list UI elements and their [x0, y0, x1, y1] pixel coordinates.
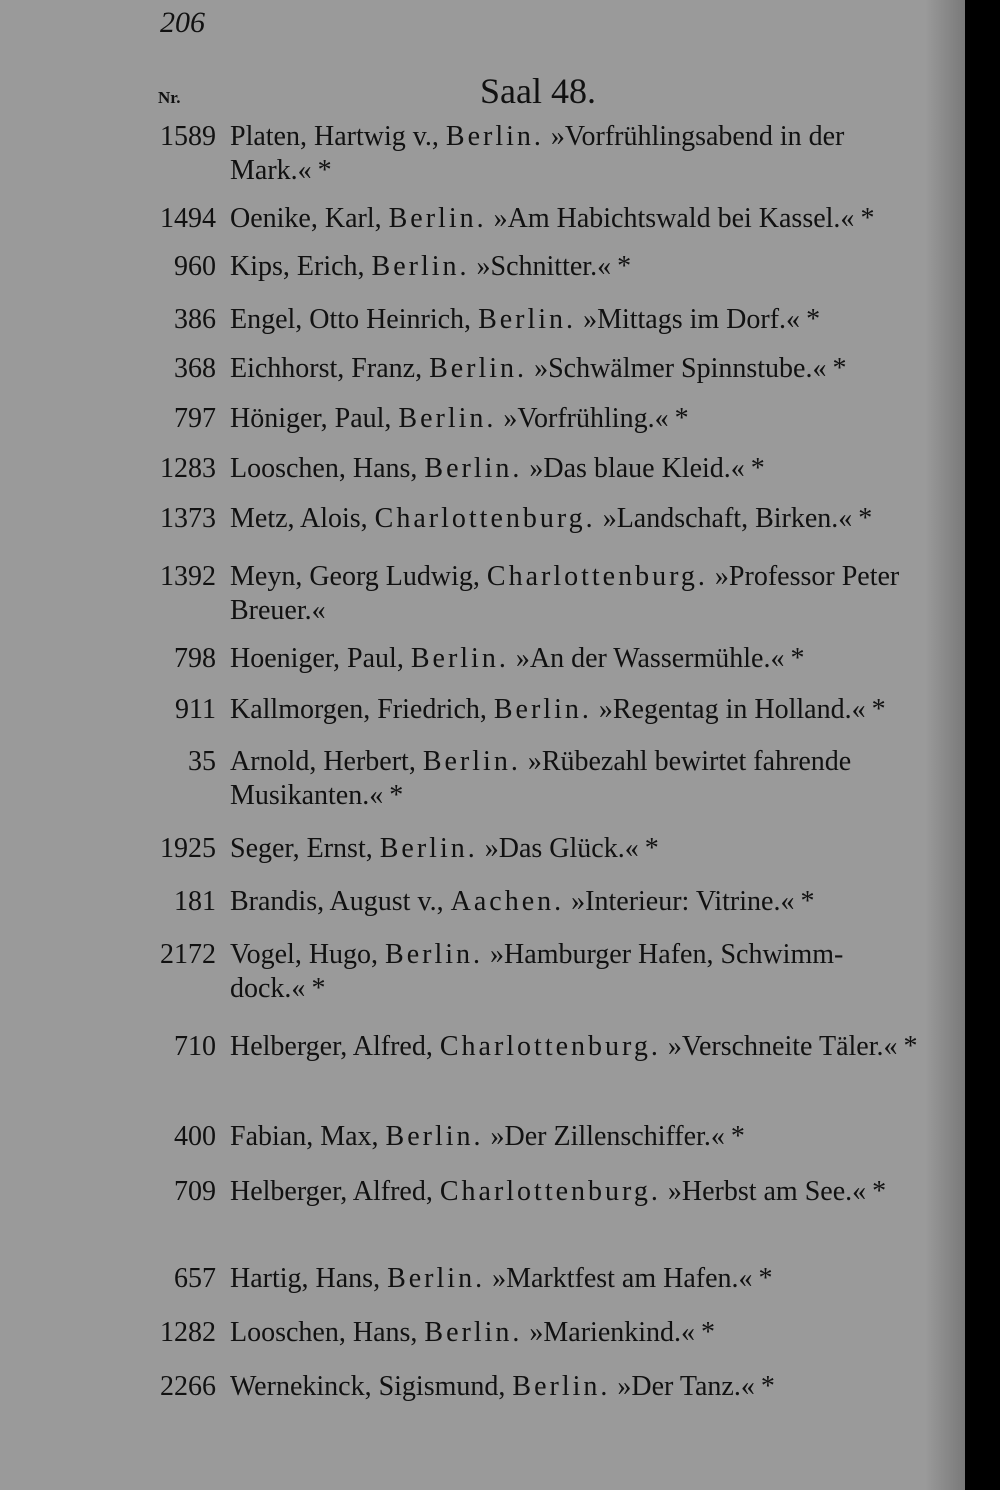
- asterisk-mark: *: [800, 886, 815, 917]
- artwork-title: »Hamburger Hafen, Schwimm-dock.«: [230, 939, 844, 1004]
- artwork-title: »Interieur: Vitrine.«: [571, 886, 795, 917]
- artist-city: Berlin.: [478, 304, 577, 335]
- asterisk-mark: *: [701, 1317, 716, 1348]
- artist-city: Charlottenburg.: [439, 1031, 661, 1062]
- artist-name: Höniger, Paul,: [230, 403, 392, 434]
- entry-number: 386: [174, 304, 216, 335]
- page-number: 206: [160, 6, 205, 39]
- artwork-title: »Marktfest am Hafen.«: [492, 1263, 753, 1294]
- artwork-title: »Der Tanz.«: [617, 1371, 755, 1402]
- artist-name: Arnold, Herbert,: [230, 746, 416, 777]
- entry-number: 798: [174, 643, 216, 674]
- asterisk-mark: *: [832, 353, 847, 384]
- artist-city: Berlin.: [422, 746, 521, 777]
- asterisk-mark: *: [317, 155, 332, 186]
- artist-name: Hoeniger, Paul,: [230, 643, 404, 674]
- entry-text: [230, 120, 920, 188]
- entry-text: [230, 352, 920, 386]
- entry-text: [230, 1030, 920, 1064]
- entry-text: [230, 642, 920, 676]
- entry-number: 1282: [160, 1317, 216, 1348]
- entry-text: [230, 832, 920, 866]
- asterisk-mark: *: [903, 1031, 918, 1062]
- artist-name: Metz, Alois,: [230, 503, 368, 534]
- entry-number: 1392: [160, 561, 216, 592]
- artwork-title: »Am Habichtswald bei Kassel.«: [493, 203, 855, 234]
- entry-text: [230, 402, 920, 436]
- entry-text: [230, 938, 920, 1006]
- entry-number: 657: [174, 1263, 216, 1294]
- entry-text: [230, 452, 920, 486]
- entry-text: [230, 1120, 920, 1154]
- asterisk-mark: *: [858, 503, 873, 534]
- artist-name: Brandis, August v.,: [230, 886, 444, 917]
- entry-text: [230, 202, 920, 236]
- asterisk-mark: *: [806, 304, 821, 335]
- entry-text: [230, 1262, 920, 1296]
- artwork-title: »Das blaue Kleid.«: [529, 453, 745, 484]
- artist-name: Helberger, Alfred,: [230, 1176, 433, 1207]
- entry-text: [230, 250, 920, 284]
- hall-title: Saal 48.: [480, 71, 596, 111]
- artist-name: Vogel, Hugo,: [230, 939, 379, 970]
- artwork-title: »Marienkind.«: [529, 1317, 696, 1348]
- asterisk-mark: *: [311, 973, 326, 1004]
- artist-city: Berlin.: [371, 251, 470, 282]
- entry-text: [230, 745, 920, 813]
- asterisk-mark: *: [644, 833, 659, 864]
- entry-text: [230, 1316, 920, 1350]
- artist-city: Berlin.: [388, 203, 487, 234]
- artist-name: Helberger, Alfred,: [230, 1031, 433, 1062]
- entry-number: 960: [174, 251, 216, 282]
- asterisk-mark: *: [674, 403, 689, 434]
- artist-city: Berlin.: [445, 121, 544, 152]
- artist-name: Platen, Hartwig v.,: [230, 121, 439, 152]
- artwork-title: »Das Glück.«: [484, 833, 639, 864]
- asterisk-mark: *: [872, 1176, 887, 1207]
- artist-city: Charlottenburg.: [374, 503, 596, 534]
- asterisk-mark: *: [730, 1121, 745, 1152]
- asterisk-mark: *: [389, 780, 404, 811]
- entry-number: 709: [174, 1176, 216, 1207]
- artwork-title: »Professor Peter Breuer.«: [230, 561, 900, 626]
- artwork-title: »Der Zillenschiffer.«: [490, 1121, 725, 1152]
- artwork-title: »Mittags im Dorf.«: [583, 304, 801, 335]
- entry-number: 710: [174, 1031, 216, 1062]
- artist-city: Charlottenburg.: [439, 1176, 661, 1207]
- entry-number: 2172: [160, 939, 216, 970]
- artwork-title: »Verschneite Täler.«: [667, 1031, 898, 1062]
- entry-text: [230, 303, 920, 337]
- artist-city: Aachen.: [450, 886, 565, 917]
- artist-name: Looschen, Hans,: [230, 1317, 418, 1348]
- entry-number: 1589: [160, 121, 216, 152]
- entry-text: [230, 1175, 920, 1209]
- artist-city: Berlin.: [387, 1263, 486, 1294]
- entry-text: [230, 560, 920, 628]
- asterisk-mark: *: [871, 694, 886, 725]
- artist-name: Kips, Erich,: [230, 251, 365, 282]
- artist-city: Berlin.: [385, 1121, 484, 1152]
- asterisk-mark: *: [760, 1371, 775, 1402]
- artist-name: Oenike, Karl,: [230, 203, 382, 234]
- artist-city: Berlin.: [493, 694, 592, 725]
- asterisk-mark: *: [758, 1263, 773, 1294]
- entry-number: 368: [174, 353, 216, 384]
- artwork-title: »Landschaft, Birken.«: [602, 503, 853, 534]
- artwork-title: »Vorfrühling.«: [503, 403, 669, 434]
- artwork-title: »An der Wassermühle.«: [515, 643, 785, 674]
- entry-number: 1925: [160, 833, 216, 864]
- entry-number: 2266: [160, 1371, 216, 1402]
- artist-city: Berlin.: [379, 833, 478, 864]
- entry-number: 797: [174, 403, 216, 434]
- artist-city: Berlin.: [429, 353, 528, 384]
- entry-text: [230, 885, 920, 919]
- artist-city: Charlottenburg.: [486, 561, 708, 592]
- artist-city: Berlin.: [424, 1317, 523, 1348]
- entry-number: 1373: [160, 503, 216, 534]
- artist-city: Berlin.: [512, 1371, 611, 1402]
- asterisk-mark: *: [750, 453, 765, 484]
- asterisk-mark: *: [790, 643, 805, 674]
- artwork-title: »Schwälmer Spinnstube.«: [534, 353, 827, 384]
- artist-name: Kallmorgen, Friedrich,: [230, 694, 487, 725]
- artist-city: Berlin.: [410, 643, 509, 674]
- asterisk-mark: *: [617, 251, 632, 282]
- entry-text: [230, 502, 920, 536]
- artist-name: Meyn, Georg Ludwig,: [230, 561, 480, 592]
- artist-name: Hartig, Hans,: [230, 1263, 381, 1294]
- artist-name: Seger, Ernst,: [230, 833, 373, 864]
- entry-number: 35: [188, 746, 216, 777]
- entry-number: 1283: [160, 453, 216, 484]
- artwork-title: »Vorfrühlingsabend in der Mark.«: [230, 121, 845, 186]
- entry-text: [230, 1370, 920, 1404]
- number-column-label: Nr.: [158, 88, 181, 107]
- entry-text: [230, 693, 920, 727]
- entry-number: 400: [174, 1121, 216, 1152]
- artist-name: Engel, Otto Heinrich,: [230, 304, 472, 335]
- artist-city: Berlin.: [424, 453, 523, 484]
- asterisk-mark: *: [860, 203, 875, 234]
- artist-name: Looschen, Hans,: [230, 453, 418, 484]
- entry-number: 911: [175, 694, 216, 725]
- artwork-title: »Rübezahl bewirtet fahrende Musikanten.«: [230, 746, 852, 811]
- artist-name: Wernekinck, Sigismund,: [230, 1371, 506, 1402]
- entry-number: 1494: [160, 203, 216, 234]
- artist-name: Eichhorst, Franz,: [230, 353, 423, 384]
- artwork-title: »Regentag in Holland.«: [598, 694, 866, 725]
- entry-number: 181: [174, 886, 216, 917]
- artwork-title: »Schnitter.«: [476, 251, 612, 282]
- artist-city: Berlin.: [398, 403, 497, 434]
- artist-name: Fabian, Max,: [230, 1121, 379, 1152]
- artist-city: Berlin.: [385, 939, 484, 970]
- artwork-title: »Herbst am See.«: [667, 1176, 867, 1207]
